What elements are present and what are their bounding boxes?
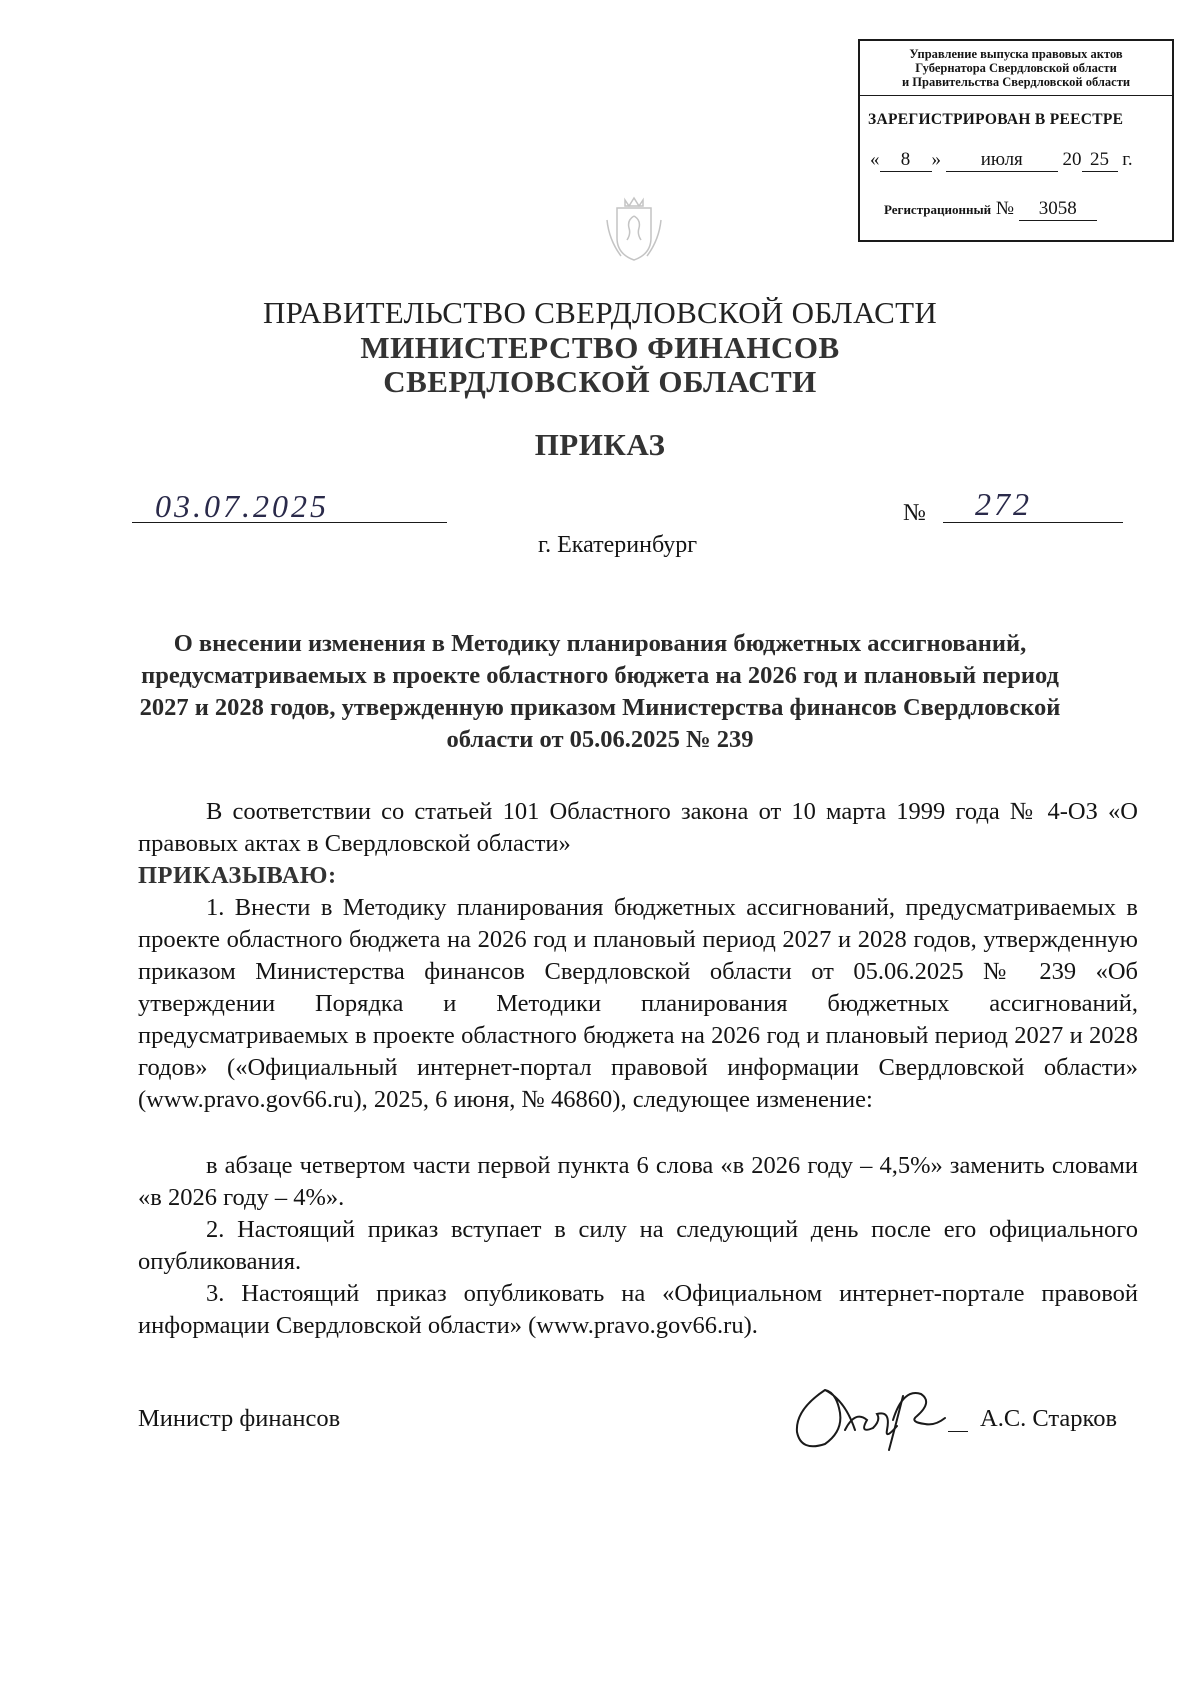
government-name: ПРАВИТЕЛЬСТВО СВЕРДЛОВСКОЙ ОБЛАСТИ: [262, 295, 938, 330]
item-1-change: в абзаце четвертом части первой пункта 6 слова «в 2026 году – 4,5%» заменить словами «в 2026 году – 4%».: [138, 1152, 1138, 1211]
stamp-line-1: Управление выпуска правовых актов: [909, 47, 1123, 61]
date-underline: [132, 522, 447, 523]
stamp-registered-label: ЗАРЕГИСТРИРОВАН В РЕЕСТРЕ: [868, 111, 1124, 128]
order-number: 272: [975, 486, 1032, 522]
item-2: 2. Настоящий приказ вступает в силу на следующий день после его официального опубликования.: [138, 1216, 1138, 1275]
stamp-header: [860, 47, 1172, 89]
stamp-number-sign: №: [995, 198, 1014, 219]
signature-line: [948, 1431, 968, 1432]
registration-stamp: [858, 39, 1174, 242]
stamp-year-suffix: 25: [1082, 149, 1118, 172]
handwritten-signature: [785, 1370, 955, 1460]
stamp-month: июля: [946, 149, 1058, 172]
region-name: СВЕРДЛОВСКОЙ ОБЛАСТИ: [383, 364, 817, 399]
order-number-sign: №: [903, 500, 926, 526]
stamp-number-value: 3058: [1019, 198, 1097, 221]
stamp-date: [870, 149, 1133, 172]
order-date: 03.07.2025: [155, 488, 329, 524]
document-type: ПРИКАЗ: [534, 427, 666, 462]
stamp-close-quote: »: [931, 149, 941, 170]
order-word: ПРИКАЗЫВАЮ:: [138, 862, 337, 889]
stamp-year-abbr: г.: [1122, 149, 1133, 170]
item-3: 3. Настоящий приказ опубликовать на «Официальном интернет-портале правовой информации Свердловской области» (www.pravo.gov66.ru).: [138, 1280, 1138, 1339]
ministry-name: МИНИСТЕРСТВО ФИНАНСОВ: [360, 330, 840, 365]
signatory-name: А.С. Старков: [980, 1405, 1118, 1432]
stamp-divider: [860, 95, 1172, 96]
city: г. Екатеринбург: [538, 532, 698, 558]
stamp-day: 8: [880, 149, 932, 172]
document-title: О внесении изменения в Методику планирования бюджетных ассигнований, предусматриваемых в проекте областного бюджета на 2026 год и плановый период 2027 и 2028 годов, утвержденную приказом Министерства финансов Свердловской области от 05.06.2025 № 239: [139, 630, 1061, 753]
stamp-number-label: Регистрационный: [884, 202, 992, 217]
stamp-open-quote: «: [870, 149, 880, 170]
signatory-position: Министр финансов: [138, 1405, 341, 1432]
stamp-year-prefix: 20: [1062, 149, 1082, 170]
preamble: В соответствии со статьей 101 Областного закона от 10 марта 1999 года № 4-ОЗ «О правовых актах в Свердловской области»: [138, 798, 1138, 857]
number-underline: [943, 522, 1123, 523]
stamp-line-3: и Правительства Свердловской области: [901, 75, 1131, 89]
coat-of-arms-icon: [603, 190, 665, 268]
stamp-number: [884, 198, 1097, 221]
item-1: 1. Внести в Методику планирования бюджетных ассигнований, предусматриваемых в проекте областного бюджета на 2026 год и плановый период 2027 и 2028 годов, утвержденную приказом Министерства финансов Свердловской области от 05.06.2025 № 239 «Об утверждении Порядка и Методики планирования бюджетных ассигнований, предусматриваемых в проекте областного бюджета на 2026 год и плановый период 2027 и 2028 годов» («Официальный интернет-портал правовой информации Свердловской области» (www.pravo.gov66.ru), 2025, 6 июня, № 46860), следующее изменение:: [138, 894, 1138, 1113]
stamp-line-2: Губернатора Свердловской области: [915, 61, 1117, 75]
